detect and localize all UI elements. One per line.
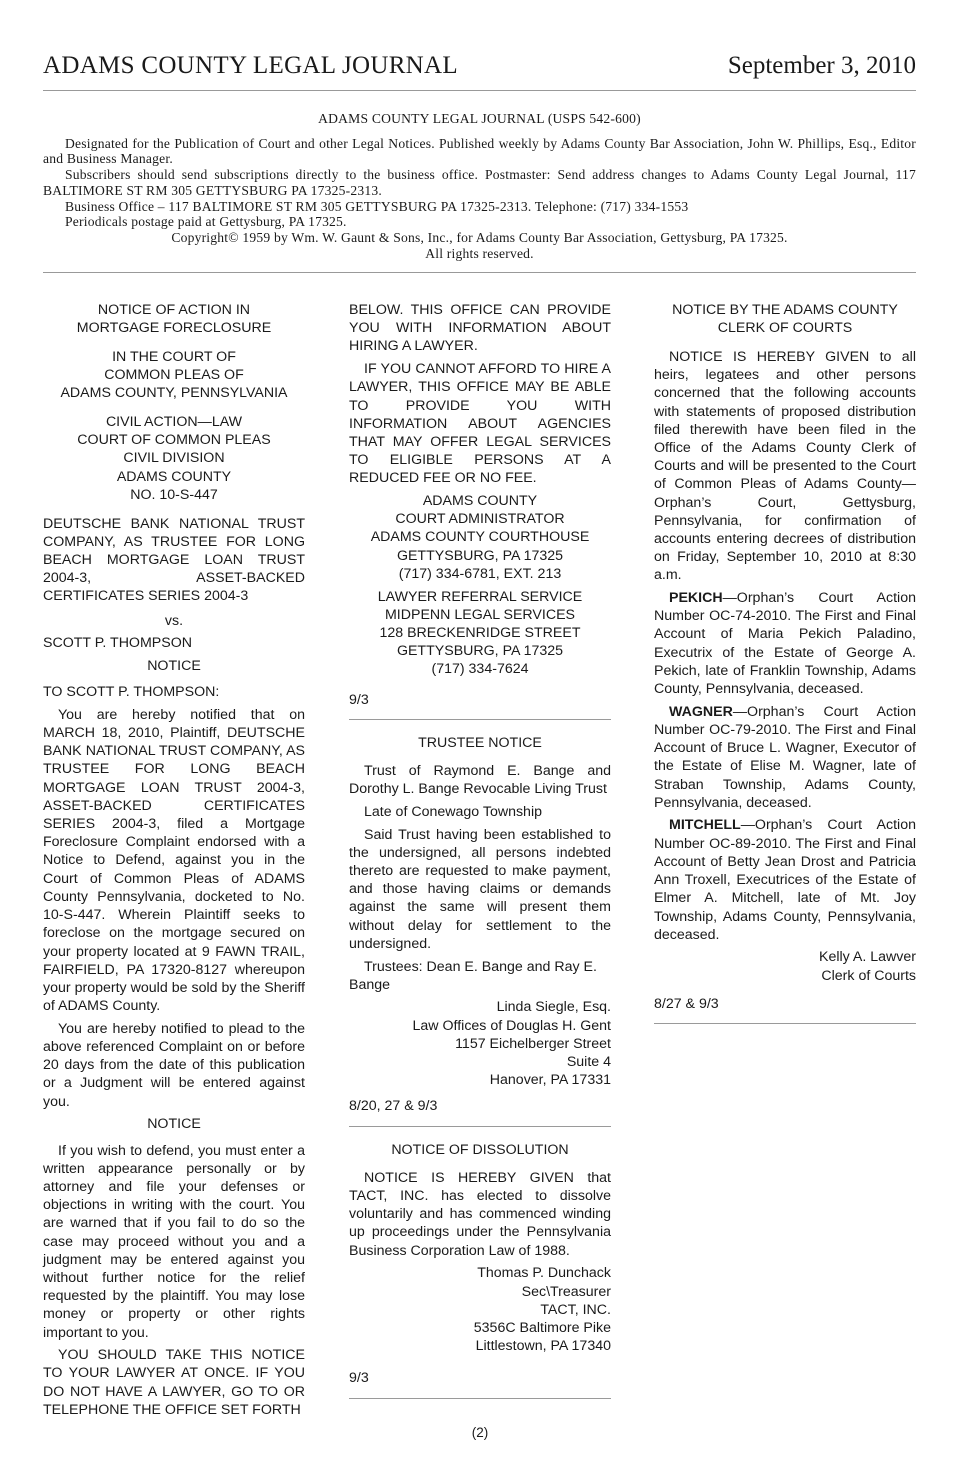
masthead-designation: Designated for the Publication of Court and other Legal Notices. Published weekly by Adams County Bar Association, John W. Phillips, Esq., Editor and Business Manager. (43, 135, 916, 167)
publication-dates-1: 9/3 (349, 691, 369, 708)
docket-line-4: ADAMS COUNTY (116, 468, 232, 485)
masthead-rights: All rights reserved. (425, 245, 534, 261)
masthead-postage: Periodicals postage paid at Gettysburg, PA 17325. (65, 214, 347, 230)
diss-sig-line-2: Sec\Treasurer (521, 1283, 611, 1300)
clerk-paragraph: NOTICE IS HEREBY GIVEN to all heirs, legatees and other persons concerned that the following accounts with statements of proposed distribution filed therewith have been filed in the Office of the Adams County Clerk of Courts and will be presented to the Court of Common Pleas of Adams County—Orphan’s Court, Gettysburg, Pennsylvania, for confirmation of accounts entering decrees of distribution on Friday, September 10, 2010 at 8:30 a.m. (654, 348, 916, 584)
plaintiff: DEUTSCHE BANK NATIONAL TRUST COMPANY, AS TRUSTEE FOR LONG BEACH MORTGAGE LOAN TRUST 2004-3, ASSET-BACKED CERTIFICATES SERIES 2004-3 (43, 515, 305, 605)
referral-line-2: MIDPENN LEGAL SERVICES (384, 606, 575, 623)
clerk-title-line-1: NOTICE BY THE ADAMS COUNTY (672, 302, 898, 318)
diss-sig-line-4: 5356C Baltimore Pike (473, 1319, 611, 1336)
trustees: Trustees: Dean E. Bange and Ray E. Bange (349, 958, 597, 993)
docket-number: NO. 10-S-447 (130, 486, 218, 503)
notice-title-line-1: NOTICE OF ACTION IN (97, 302, 251, 318)
column-1 (43, 301, 305, 1424)
masthead-divider (43, 272, 916, 273)
clerk-title-line-2: CLERK OF COURTS (717, 320, 853, 337)
divider (349, 1126, 611, 1127)
sig-line-4: Suite 4 (566, 1054, 611, 1071)
divider (654, 1023, 916, 1024)
account-mitchell (654, 816, 916, 943)
divider (349, 719, 611, 720)
docket-line-3: CIVIL DIVISION (123, 450, 225, 467)
referral-phone: (717) 334-7624 (431, 661, 529, 678)
notice-title-line-2: MORTGAGE FORECLOSURE (76, 320, 272, 337)
notice-title (43, 301, 305, 337)
dissolution-signature-block (349, 1264, 611, 1355)
trustee-signature-block (349, 998, 611, 1089)
admin-line-2: COURT ADMINISTRATOR (395, 511, 565, 528)
issue-date: September 3, 2010 (727, 52, 916, 79)
docket-line-1: CIVIL ACTION—LAW (105, 414, 243, 431)
publication-dates-3: 9/3 (349, 1370, 369, 1387)
account-text: —Orphan’s Court Action Number OC-74-2010. The First and Final Account of Maria Pekich Paladino, Executrix of the Estate of George A. Pekich, late of Franklin Township, Adams County, Pennsylvania, deceased. (654, 590, 916, 698)
dissolution-paragraph: NOTICE IS HEREBY GIVEN that TACT, INC. has elected to dissolve voluntarily and has commenced winding up proceedings under the Pennsylvania Business Corporation Law of 1988. (349, 1169, 611, 1259)
court-line-1: IN THE COURT OF (112, 348, 236, 365)
journal-title: ADAMS COUNTY LEGAL JOURNAL (43, 52, 458, 79)
docket-line-2: COURT OF COMMON PLEAS (77, 432, 271, 449)
clerk-name: Kelly A. Lawver (819, 949, 916, 966)
account-text: —Orphan’s Court Action Number OC-79-2010. The First and Final Account of Bruce L. Wagner, Executor of the Estate of Elise M. Wagner, late of Straban Township, Adams County, Pennsylvania, deceased. (654, 703, 916, 811)
masthead-business-office: Business Office – 117 BALTIMORE ST RM 305 GETTYSBURG PA 17325-2313. Telephone: (717) 334-1553 (65, 198, 689, 214)
lawyer-referral-block (349, 588, 611, 679)
sig-line-3: 1157 Eichelberger Street (455, 1035, 611, 1052)
paragraph-plead: You are hereby notified to plead to the above referenced Complaint on or before 20 days from the date of this publication or a Judgment will be entered against you. (43, 1020, 305, 1110)
account-text: —Orphan’s Court Action Number OC-89-2010. The First and Final Account of Betty Jean Drost and Patricia Ann Troxell, Executrices of the Estate of Elmer A. Mitchell, late of Mt. Joy Township, Adams County, Pennsylvania, deceased. (654, 817, 916, 943)
court-line-3: ADAMS COUNTY, PENNSYLVANIA (60, 385, 288, 402)
page-number: (2) (471, 1425, 489, 1440)
column-3 (654, 301, 916, 1038)
running-header (43, 50, 916, 91)
account-pekich (654, 589, 916, 698)
account-wagner (654, 703, 916, 812)
admin-phone: (717) 334-6781, EXT. 213 (398, 565, 562, 582)
defendant: SCOTT P. THOMPSON (43, 635, 192, 652)
publication-dates-4: 8/27 & 9/3 (654, 995, 719, 1012)
paragraph-notified: You are hereby notified that on MARCH 18, 2010, Plaintiff, DEUTSCHE BANK NATIONAL TRUST COMPANY, AS TRUSTEE FOR LONG BEACH MORTGAGE LOAN TRUST 2004-3, ASSET-BACKED CERTIFICATES SERIES 2004-3, filed a Mortgage Foreclosure Complaint endorsed with a Notice to Defend, against you in the Court of Common Pleas of ADAMS County Pennsylvania, docketed to No. 10-S-447. Wherein Plaintiff seeks to foreclose on the mortgage secured on your property located at 9 FAWN TRAIL, FAIRFIELD, PA 17320-8127 whereupon your property would be sold by the Sheriff of ADAMS County. (43, 706, 305, 1015)
dissolution-title: NOTICE OF DISSOLUTION (391, 1141, 569, 1158)
diss-sig-line-5: Littlestown, PA 17340 (475, 1338, 611, 1355)
court-line-2: COMMON PLEAS OF (104, 367, 244, 384)
diss-sig-line-1: Thomas P. Dunchack (477, 1265, 611, 1282)
sig-line-1: Linda Siegle, Esq. (496, 999, 611, 1016)
versus: vs. (164, 612, 184, 629)
referral-line-4: GETTYSBURG, PA 17325 (396, 643, 564, 660)
referral-line-3: 128 BRECKENRIDGE STREET (379, 624, 581, 641)
trustee-notice-title: TRUSTEE NOTICE (418, 734, 542, 751)
masthead-title: ADAMS COUNTY LEGAL JOURNAL (USPS 542-600) (318, 111, 641, 126)
sig-line-2: Law Offices of Douglas H. Gent (412, 1017, 611, 1034)
paragraph-below: BELOW. THIS OFFICE CAN PROVIDE YOU WITH INFORMATION ABOUT HIRING A LAWYER. (349, 302, 611, 355)
account-name: WAGNER (669, 703, 733, 720)
clerk-signature-block (654, 948, 916, 984)
diss-sig-line-3: TACT, INC. (540, 1301, 611, 1318)
trust-paragraph: Said Trust having been established to the undersigned, all persons indebted thereto are requested to make payment, and those having claims or demands against the same will present them without delay for settlement to the undersigned. (349, 826, 611, 952)
court-block (43, 348, 305, 403)
notice-heading-2: NOTICE (147, 1116, 201, 1133)
masthead (43, 111, 916, 261)
column-2 (349, 301, 611, 1413)
admin-line-4: GETTYSBURG, PA 17325 (396, 547, 564, 564)
masthead-subscriptions: Subscribers should send subscriptions directly to the business office. Postmaster: Send address changes to Adams County Legal Journal, 117 BALTIMORE ST RM 305 GETTYSBURG PA 17325-2313. (43, 167, 916, 198)
masthead-copyright: Copyright© 1959 by Wm. W. Gaunt & Sons, Inc., for Adams County Bar Association, Gettysburg, PA 17325. (171, 229, 788, 245)
docket-block (43, 413, 305, 504)
sig-line-5: Hanover, PA 17331 (489, 1072, 611, 1089)
publication-dates-2: 8/20, 27 & 9/3 (349, 1098, 438, 1115)
trust-name: Trust of Raymond E. Bange and Dorothy L. Bange Revocable Living Trust (349, 762, 611, 798)
account-name: PEKICH (669, 590, 723, 607)
admin-line-1: ADAMS COUNTY (422, 493, 538, 510)
clerk-title: Clerk of Courts (821, 967, 916, 984)
referral-line-1: LAWYER REFERRAL SERVICE (377, 588, 583, 605)
paragraph-afford: IF YOU CANNOT AFFORD TO HIRE A LAWYER, THIS OFFICE MAY BE ABLE TO PROVIDE YOU WITH INFORMATION ABOUT AGENCIES THAT MAY OFFER LEGAL SERVICES TO ELIGIBLE PERSONS AT A REDUCED FEE OR NO FEE. (349, 361, 611, 487)
divider (349, 1398, 611, 1399)
paragraph-defend: If you wish to defend, you must enter a written appearance personally or by attorney and file your defenses or objections in writing with the court. You are warned that if you fail to do so the case may proceed without you and a judgment may be entered against you without further notice for the relief requested by the plaintiff. You may lose money or property or other rights important to you. (43, 1142, 305, 1341)
notice-heading-1: NOTICE (147, 657, 201, 674)
court-administrator-block (349, 492, 611, 583)
paragraph-lawyer: YOU SHOULD TAKE THIS NOTICE TO YOUR LAWYER AT ONCE. IF YOU DO NOT HAVE A LAWYER, GO TO OR TELEPHONE THE OFFICE SET FORTH (43, 1347, 305, 1418)
addressee: TO SCOTT P. THOMPSON: (43, 684, 220, 701)
admin-line-3: ADAMS COUNTY COURTHOUSE (370, 529, 590, 546)
account-name: MITCHELL (669, 817, 741, 834)
clerk-notice-title (654, 301, 916, 337)
trust-location: Late of Conewago Township (364, 803, 542, 820)
